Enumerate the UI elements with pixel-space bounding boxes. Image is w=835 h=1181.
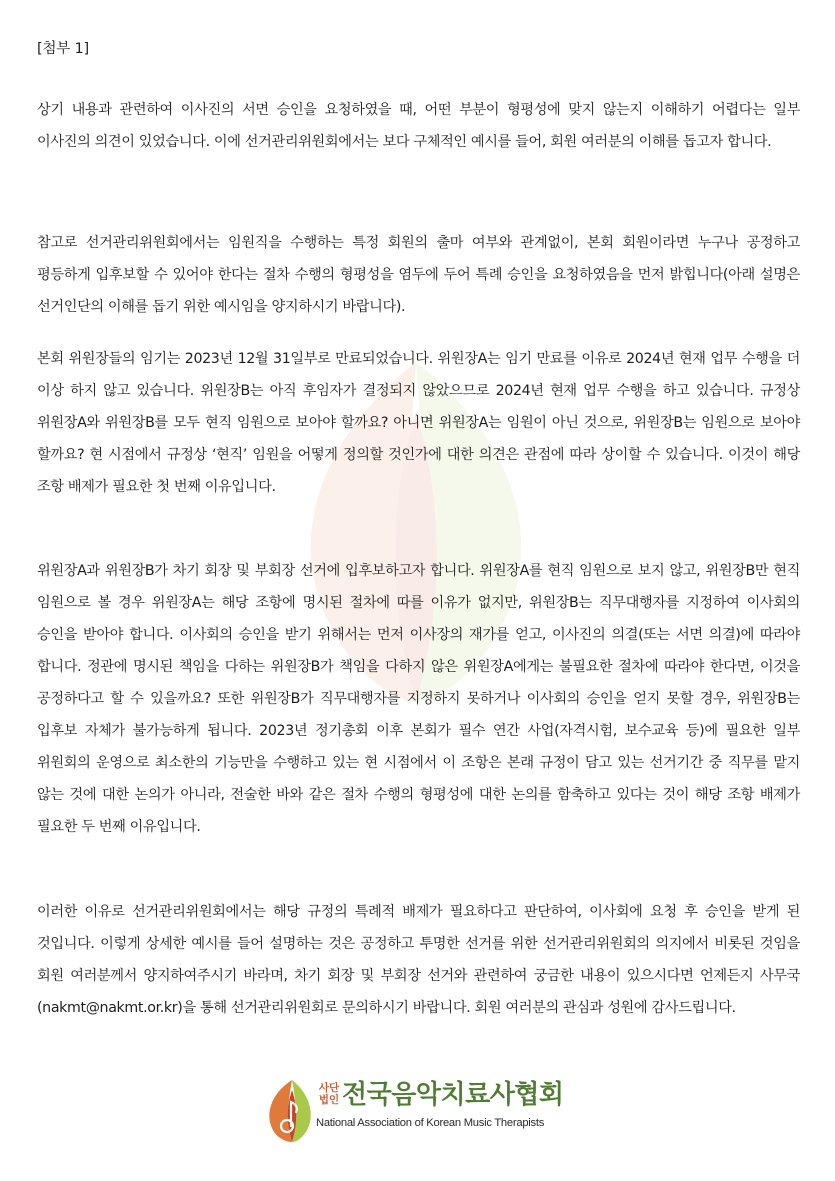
paragraph-intro: 상기 내용과 관련하여 이사진의 서면 승인을 요청하였을 때, 어떤 부분이 형평성에 맞지 않는지 이해하기 어렵다는 일부 이사진의 의견이 있었습니다. 이에 선거관리위원회에서는 보다 구체적인 예시를 들어, 회원 여러분의 이해를 돕고자 합니다. [37,102,800,150]
logo-name-korean: 전국음악치료사협회 [342,1080,564,1110]
leaf-music-note-icon [262,1078,318,1144]
logo-corp-label-bottom: 법인 [318,1094,340,1106]
logo-name-english: National Association of Korean Music Therapists [316,1117,545,1129]
paragraph-second-reason: 위원장A과 위원장B가 차기 회장 및 부회장 선거에 입후보하고자 합니다. 위원장A를 현직 임원으로 보지 않고, 위원장B만 현직 임원으로 볼 경우 위원장A는 해당 조항에 명시된 절차에 따를 이유가 없지만, 위원장B는 직무대행자를 지정하여 이사회의 승인을 받아야 합니다. 이사회의 승인을 받기 위해서는 먼저 이사장의 재가를 얻고, 이사진의 의결(또는 서면 의결)에 따라야 합니다. 정관에 명시된 책임을 다하는 위원장B가 책임을 다하지 않은 위원장A에게는 불필요한 절차에 따라야 한다면, 이것을 공정하다고 할 수 있을까요? 또한 위원장B가 직무대행자를 지정하지 못하거나 이사회의 승인을 얻지 못할 경우, 위원장B는 입후보 자체가 불가능하게 됩니다. 2023년 정기총회 이후 본회가 필수 연간 사업(자격시험, 보수교육 등)에 필요한 일부 위원회의 운영으로 최소한의 기능만을 수행하고 있는 현 시점에서 이 조항은 본래 규정이 담고 있는 선거기간 중 직무를 맡지 않는 것에 대한 논의가 아니라, 전술한 바와 같은 절차 수행의 형평성에 대한 논의를 함축하고 있다는 것이 해당 조항 배제가 필요한 두 번째 이유입니다. [37,563,800,835]
paragraph-first-reason: 본회 위원장들의 임기는 2023년 12월 31일부로 만료되었습니다. 위원장A는 임기 만료를 이유로 2024년 현재 업무 수행을 더 이상 하지 않고 있습니다. 위원장B는 아직 후임자가 결정되지 않았으므로 2024년 현재 업무 수행을 하고 있습니다. 규정상 위원장A와 위원장B를 모두 현직 임원으로 보아야 할까요? 아니면 위원장A는 임원이 아닌 것으로, 위원장B는 임원으로 보아야 할까요? 현 시점에서 규정상 ‘현직’ 임원을 어떻게 정의할 것인가에 대한 의견은 관점에 따라 상이할 수 있습니다. 이것이 해당 조항 배제가 필요한 첫 번째 이유입니다. [37,351,800,495]
logo-corp-label [316,1082,342,1106]
paragraph-purpose: 참고로 선거관리위원회에서는 임원직을 수행하는 특정 회원의 출마 여부와 관계없이, 본회 회원이라면 누구나 공정하고 평등하게 입후보할 수 있어야 한다는 절차 수행의 형평성을 염두에 두어 특례 승인을 요청하였음을 먼저 밝힙니다(아래 설명은 선거인단의 이해를 돕기 위한 예시임을 양지하시기 바랍니다). [37,235,800,315]
association-logo [262,1078,582,1144]
logo-corp-label-top: 사단 [318,1082,340,1094]
paragraph-conclusion: 이러한 이유로 선거관리위원회에서는 해당 규정의 특례적 배제가 필요하다고 판단하여, 이사회에 요청 후 승인을 받게 된 것입니다. 이렇게 상세한 예시를 들어 설명하는 것은 공정하고 투명한 선거를 위한 선거관리위원회의 의지에서 비롯된 것임을 회원 여러분께서 양지하여주시기 바라며, 차기 회장 및 부회장 선거와 관련하여 궁금한 내용이 있으시다면 언제든지 사무국(nakmt@nakmt.or.kr)을 통해 선거관리위원회로 문의하시기 바랍니다. 회원 여러분의 관심과 성원에 감사드립니다. [37,904,800,1016]
attachment-label: [첨부 1] [37,41,89,57]
